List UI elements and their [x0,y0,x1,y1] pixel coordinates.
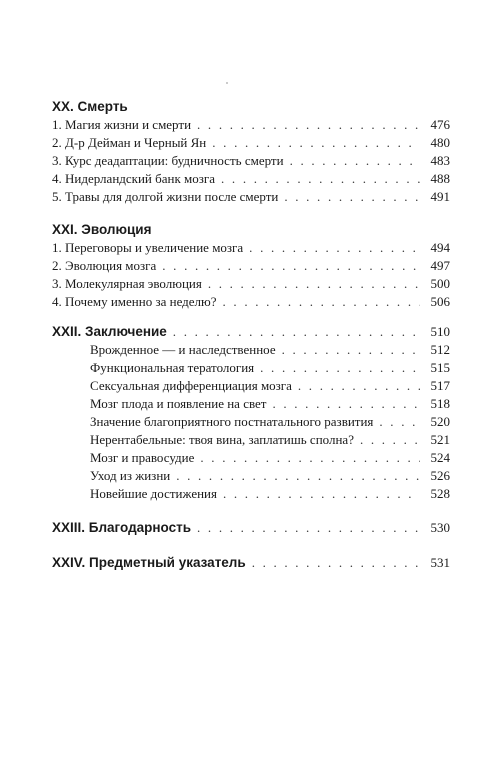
toc-chapter-entry[interactable] [52,323,450,341]
entry-page: 500 [430,276,450,291]
entry-page: 488 [430,171,450,186]
dot-leader [212,134,420,152]
dot-leader [379,413,420,431]
entry-page: 530 [430,520,450,535]
entry-page: 506 [430,294,450,309]
entry-title: 2. Эволюция мозга [52,258,157,273]
toc-entry[interactable] [52,359,450,377]
toc-entry[interactable] [52,170,450,188]
toc-entry[interactable] [52,116,450,134]
entry-page: 497 [430,258,450,273]
entry-page: 515 [430,360,450,375]
section-title: XXII. Заключение [52,324,167,339]
section-title: XXIII. Благодарность [52,520,192,535]
entry-title: Врожденное — и наследственное [90,342,276,357]
entry-page: 483 [430,153,450,168]
entry-page: 524 [430,450,450,465]
entry-title: Сексуальная дифференциация мозга [90,378,292,393]
dot-leader [282,341,420,359]
section-ch21 [52,220,450,311]
entry-title: Мозг плода и появление на свет [90,396,267,411]
entry-title: 1. Магия жизни и смерти [52,117,192,132]
entry-page: 517 [430,378,450,393]
entry-title: 2. Д-р Дейман и Черный Ян [52,135,207,150]
paper-speck [226,82,228,84]
section-title: XXI. Эволюция [52,222,152,237]
dot-leader [173,323,420,341]
dot-leader [290,152,420,170]
section-ch23 [52,519,450,537]
toc-entry[interactable] [52,395,450,413]
toc-entry[interactable] [52,275,450,293]
section-ch20 [52,97,450,206]
entry-title: 5. Травы для долгой жизни после смерти [52,189,279,204]
toc-entry[interactable] [52,485,450,503]
toc-entry[interactable] [52,431,450,449]
section-title: XX. Смерть [52,99,128,114]
entry-title: 4. Нидерландский банк мозга [52,171,216,186]
entry-page: 510 [430,324,450,339]
entry-title: Значение благоприятного постнатального развития [90,414,374,429]
toc-entry[interactable] [52,449,450,467]
dot-leader [197,116,420,134]
toc-entry[interactable] [52,377,450,395]
toc-chapter-entry[interactable] [52,554,450,572]
dot-leader [208,275,420,293]
table-of-contents [52,97,450,572]
dot-leader [223,293,420,311]
dot-leader [252,554,420,572]
dot-leader [298,377,420,395]
toc-entry[interactable] [52,188,450,206]
entry-title: 4. Почему именно за неделю? [52,294,217,309]
entry-title: Новейшие достижения [90,486,217,501]
dot-leader [200,449,420,467]
toc-entry[interactable] [52,134,450,152]
entry-page: 518 [430,396,450,411]
entry-page: 526 [430,468,450,483]
section-ch22 [52,323,450,503]
dot-leader [223,485,420,503]
dot-leader [221,170,420,188]
entry-title: Функциональная тератология [90,360,255,375]
entry-page: 491 [430,189,450,204]
toc-chapter-entry[interactable] [52,519,450,537]
dot-leader [260,359,420,377]
entry-title: Уход из жизни [90,468,171,483]
section-ch24 [52,554,450,572]
entry-title: 3. Курс деадаптации: будничность смерти [52,153,284,168]
dot-leader [360,431,420,449]
toc-entry[interactable] [52,239,450,257]
dot-leader [162,257,420,275]
dot-leader [284,188,420,206]
toc-entry[interactable] [52,152,450,170]
entry-page: 512 [430,342,450,357]
section-title: XXIV. Предметный указатель [52,555,246,570]
entry-page: 476 [430,117,450,132]
entry-page: 531 [430,555,450,570]
dot-leader [197,519,420,537]
toc-entry[interactable] [52,293,450,311]
entry-page: 528 [430,486,450,501]
dot-leader [249,239,420,257]
dot-leader [272,395,420,413]
entry-page: 521 [430,432,450,447]
toc-entry[interactable] [52,257,450,275]
entry-page: 494 [430,240,450,255]
entry-title: Нерентабельные: твоя вина, заплатишь сполна? [90,432,354,447]
toc-entry[interactable] [52,413,450,431]
entry-page: 520 [430,414,450,429]
toc-entry[interactable] [52,341,450,359]
dot-leader [176,467,420,485]
entry-title: 1. Переговоры и увеличение мозга [52,240,244,255]
entry-title: 3. Молекулярная эволюция [52,276,202,291]
toc-entry[interactable] [52,467,450,485]
entry-page: 480 [430,135,450,150]
entry-title: Мозг и правосудие [90,450,195,465]
